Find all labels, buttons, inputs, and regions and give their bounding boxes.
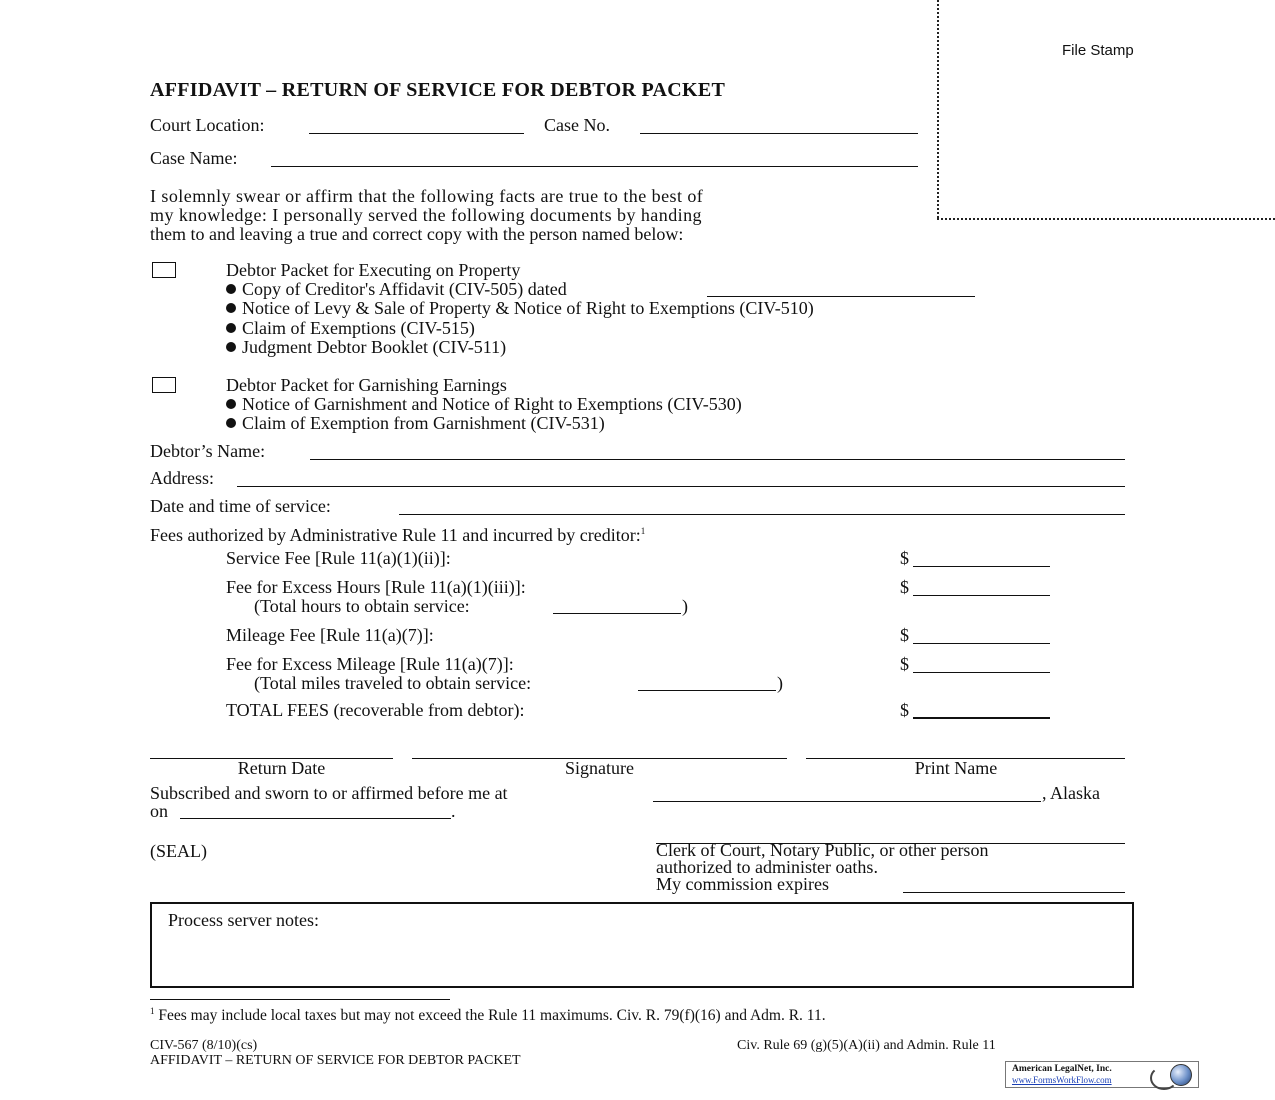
process-server-notes-box[interactable] [150,902,1134,988]
currency-symbol: $ [900,700,909,720]
address-label: Address: [150,468,214,488]
file-stamp-border-horizontal [937,218,1275,220]
print-name-label: Print Name [914,758,998,778]
excess-mileage-fee-field[interactable] [913,672,1050,673]
case-name-field[interactable] [271,166,918,167]
total-miles-label: (Total miles traveled to obtain service: [254,673,532,693]
footnote: $^1$ Fees may include local taxes but may not exceed the Rule 11 maximums. Civ. R. 79(f)(16) and Adm. R. 11. [150,1006,826,1025]
signature-label: Signature [565,758,634,778]
notes-label: Process server notes: [168,910,319,930]
bullet-icon [226,284,236,294]
bullet-icon [226,342,236,352]
mileage-fee-field[interactable] [913,643,1050,644]
currency-symbol: $ [900,625,909,645]
total-fees-label: TOTAL FEES (recoverable from debtor): [226,700,525,720]
subscribed-text: Subscribed and sworn to or affirmed before me at [150,783,508,803]
close-paren: ) [682,596,688,616]
file-stamp-border-vertical [937,0,939,218]
subscribed-location-field[interactable] [653,801,1041,802]
excess-hours-fee-field[interactable] [913,595,1050,596]
mileage-fee-label: Mileage Fee [Rule 11(a)(7)]: [226,625,434,645]
property-packet-checkbox[interactable] [152,262,176,278]
rule-reference: Civ. Rule 69 (g)(5)(A)(ii) and Admin. Rule 11 [737,1038,996,1053]
affidavit-date-field[interactable] [707,296,975,297]
close-paren: ) [777,673,783,693]
list-item: Notice of Levy & Sale of Property & Notice of Right to Exemptions (CIV-510) [226,299,814,318]
list-item: Notice of Garnishment and Notice of Right to Exemptions (CIV-530) [226,395,742,414]
clerk-line-2: authorized to administer oaths. [656,857,878,877]
return-date-label: Return Date [237,758,326,778]
currency-symbol: $ [900,654,909,674]
form-title: AFFIDAVIT – RETURN OF SERVICE FOR DEBTOR PACKET [150,79,726,101]
debtor-name-field[interactable] [310,459,1125,460]
debtor-name-label: Debtor’s Name: [150,441,266,461]
currency-symbol: $ [900,548,909,568]
property-packet-heading: Debtor Packet for Executing on Property [226,260,521,280]
total-fees-field[interactable] [913,717,1050,719]
commission-label: My commission expires [656,874,829,894]
clerk-line-1: Clerk of Court, Notary Public, or other person [656,840,989,860]
bullet-icon [226,418,236,428]
total-hours-label: (Total hours to obtain service: [254,596,470,616]
garnish-packet-heading: Debtor Packet for Garnishing Earnings [226,375,507,395]
intro-line-1: I solemnly swear or affirm that the following facts are true to the best of [150,186,704,206]
court-location-label: Court Location: [150,115,265,135]
case-no-label: Case No. [544,115,610,135]
footnote-divider [150,999,450,1000]
logo-company: American LegalNet, Inc. [1012,1064,1112,1074]
alaska-label: , Alaska [1042,783,1100,803]
excess-mileage-label: Fee for Excess Mileage [Rule 11(a)(7)]: [226,654,514,674]
on-label: on [150,801,168,821]
footer-form-title: AFFIDAVIT – RETURN OF SERVICE FOR DEBTOR PACKET [150,1053,521,1068]
american-legalnet-logo[interactable] [1005,1061,1199,1088]
case-name-label: Case Name: [150,148,238,168]
intro-line-2: my knowledge: I personally served the following documents by handing [150,205,702,225]
list-item: Copy of Creditor's Affidavit (CIV-505) dated [226,280,567,299]
case-no-field[interactable] [640,133,918,134]
seal-label: (SEAL) [150,841,207,861]
excess-hours-label: Fee for Excess Hours [Rule 11(a)(1)(iii)]: [226,577,526,597]
intro-line-3: them to and leaving a true and correct copy with the person named below: [150,224,684,244]
service-datetime-label: Date and time of service: [150,496,331,516]
list-item: Claim of Exemption from Garnishment (CIV-531) [226,414,605,433]
total-hours-field[interactable] [553,613,681,614]
globe-icon [1170,1064,1192,1086]
bullet-icon [226,323,236,333]
period: . [451,801,456,821]
service-fee-field[interactable] [913,566,1050,567]
service-fee-label: Service Fee [Rule 11(a)(1)(ii)]: [226,548,451,568]
list-item: Claim of Exemptions (CIV-515) [226,319,475,338]
bullet-icon [226,303,236,313]
total-miles-field[interactable] [638,690,776,691]
currency-symbol: $ [900,577,909,597]
commission-expires-field[interactable] [903,892,1125,893]
service-datetime-field[interactable] [399,514,1125,515]
logo-url[interactable]: www.FormsWorkFlow.com [1012,1075,1112,1085]
file-stamp-label: File Stamp [1062,42,1134,59]
bullet-icon [226,399,236,409]
subscribed-date-field[interactable] [180,818,451,819]
court-location-field[interactable] [309,133,524,134]
fees-heading: Fees authorized by Administrative Rule 11 and incurred by creditor:$^1$ [150,525,646,545]
list-item: Judgment Debtor Booklet (CIV-511) [226,338,506,357]
address-field[interactable] [237,486,1125,487]
garnish-packet-checkbox[interactable] [152,377,176,393]
form-number: CIV-567 (8/10)(cs) [150,1038,258,1053]
